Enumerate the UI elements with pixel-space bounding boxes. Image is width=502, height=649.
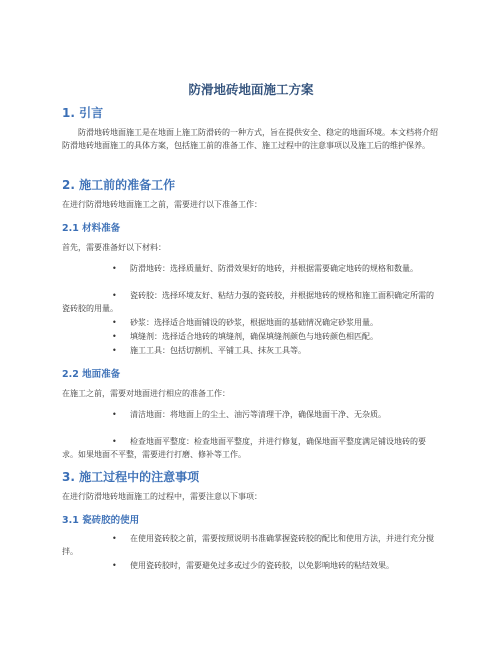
list-item [62,316,440,329]
list-item-text: 清洁地面：将地面上的尘土、油污等清理干净，确保地面干净、无杂质。 [130,410,386,419]
heading-floor: 2.2 地面准备 [62,369,121,380]
bullet-icon: • [112,264,117,273]
intro-paragraph: 防滑地砖地面施工是在地面上施工防滑砖的一种方式，旨在提供安全、稳定的地面环境。本文档将介绍防滑地砖地面施工的具体方案，包括施工前的准备工作、施工过程中的注意事项以及施工后的维护保养。 [62,128,438,150]
process-paragraph: 在进行防滑地砖地面施工的过程中，需要注意以下事项： [62,492,262,501]
list-item [62,408,440,421]
bullet-icon: • [112,437,117,446]
list-item-text: 施工工具：包括切割机、平铺工具、抹灰工具等。 [130,346,306,355]
heading-prep: 2. 施工前的准备工作 [62,178,176,192]
list-item-text: 防滑地砖：选择质量好、防滑效果好的地砖，并根据需要确定地砖的规格和数量。 [130,264,418,273]
list-item-text: 检查地面平整度：检查地面平整度，并进行修复，确保地面平整度满足铺设地砖的要求。如果地面不平整，需要进行打磨、修补等工作。 [62,437,426,459]
heading-materials: 2.1 材料准备 [62,223,121,234]
bullet-icon: • [112,318,117,327]
list-item-text: 瓷砖胶：选择环境友好、粘结力强的瓷砖胶，并根据地砖的规格和施工面积确定所需的瓷砖胶的用量。 [62,291,434,313]
list-item-text: 使用瓷砖胶时，需要避免过多或过少的瓷砖胶，以免影响地砖的粘结效果。 [130,561,394,570]
bullet-icon: • [112,291,117,300]
list-item [62,289,440,315]
list-item [62,330,440,343]
list-item [62,532,440,558]
floor-paragraph: 在施工之前，需要对地面进行相应的准备工作： [62,389,230,398]
list-item-text: 砂浆：选择适合地面铺设的砂浆，根据地面的基础情况确定砂浆用量。 [130,318,378,327]
heading-intro: 1. 引言 [62,106,104,120]
list-item-text: 填缝剂：选择适合地砖的填缝剂，确保填缝剂颜色与地砖颜色相匹配。 [130,332,378,341]
document-title: 防滑地砖地面施工方案 [188,82,314,97]
list-item [62,344,440,357]
heading-process: 3. 施工过程中的注意事项 [62,470,200,484]
prep-paragraph: 在进行防滑地砖地面施工之前，需要进行以下准备工作： [62,200,262,209]
bullet-icon: • [112,346,117,355]
list-item-text: 在使用瓷砖胶之前，需要按照说明书准确掌握瓷砖胶的配比和使用方法，并进行充分搅拌。 [62,534,434,556]
bullet-icon: • [112,561,117,570]
bullet-icon: • [112,332,117,341]
list-item [62,435,440,461]
list-item [62,262,440,275]
materials-paragraph: 首先，需要准备好以下材料： [62,243,166,252]
bullet-icon: • [112,410,117,419]
list-item [62,559,440,572]
heading-glue: 3.1 瓷砖胶的使用 [62,515,140,526]
bullet-icon: • [112,534,117,543]
